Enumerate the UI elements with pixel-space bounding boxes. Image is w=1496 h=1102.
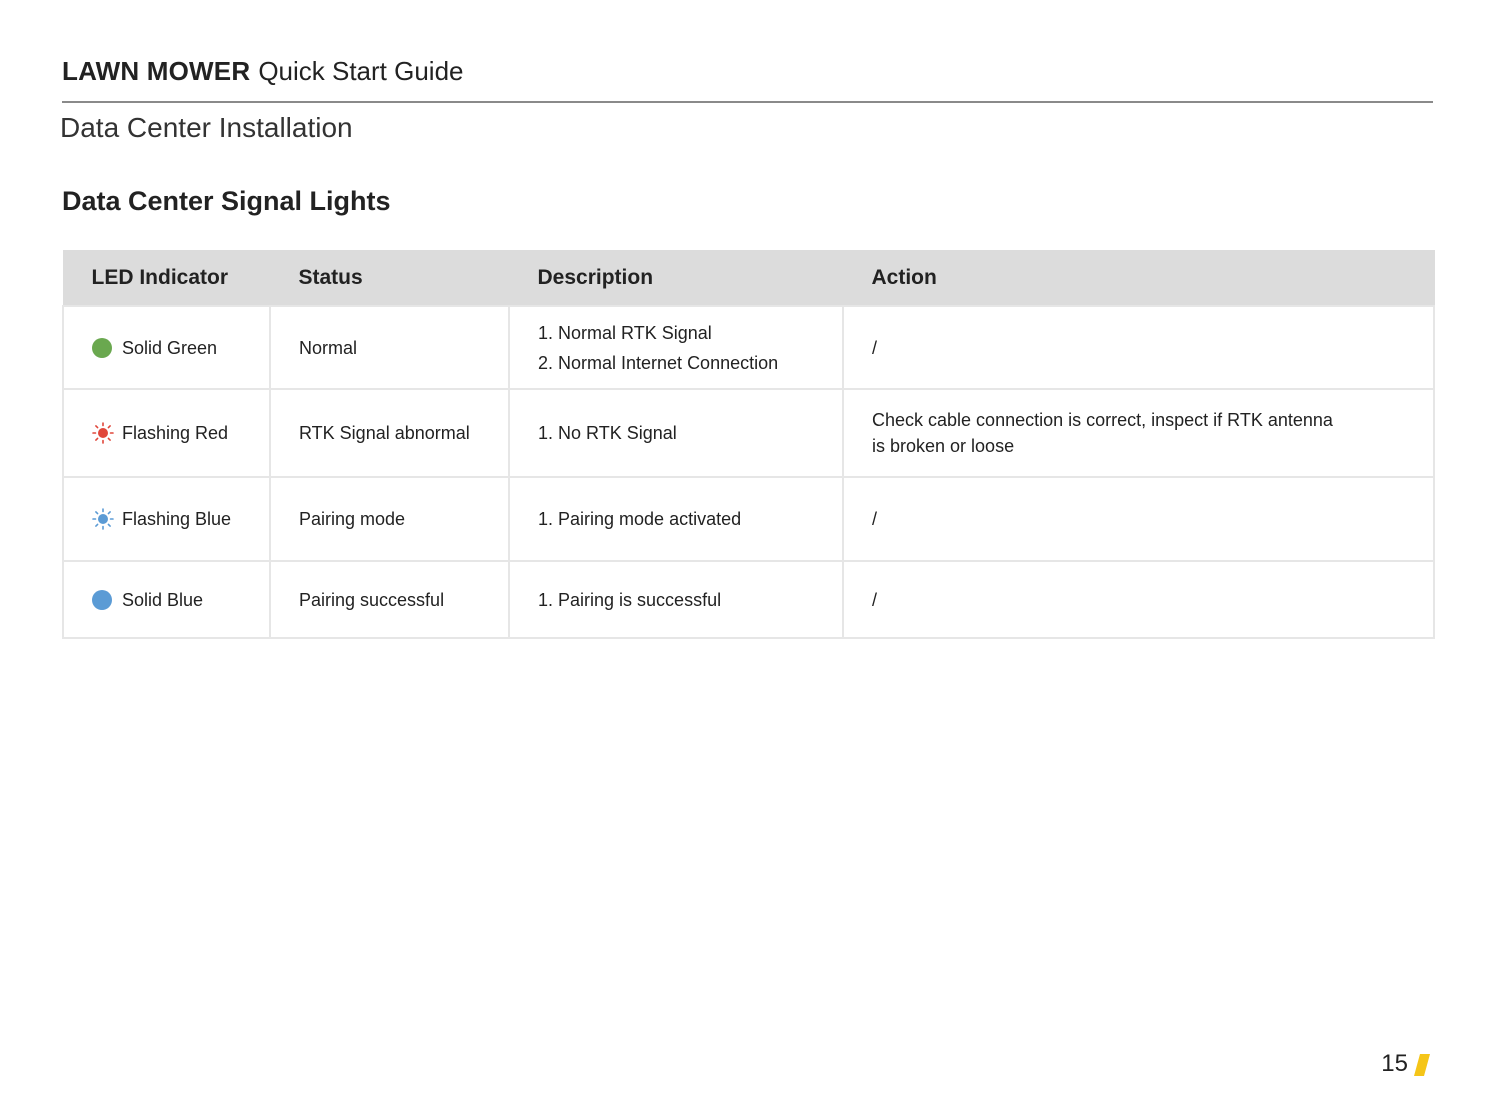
flashing-blue-led-icon	[92, 508, 114, 530]
header-divider	[62, 101, 1433, 103]
description-cell	[509, 389, 843, 477]
led-label: Flashing Red	[122, 423, 229, 443]
action-text: Check cable connection is correct, inspect if RTK antenna is broken or loose	[872, 410, 1333, 456]
status-cell: Normal	[270, 306, 509, 389]
action-cell: /	[843, 477, 1434, 561]
action-cell	[843, 389, 1434, 477]
table-row	[63, 477, 1434, 561]
column-header-action: Action	[843, 251, 1434, 307]
description-cell	[509, 306, 843, 389]
description-cell	[509, 477, 843, 561]
description-cell	[509, 561, 843, 638]
accent-slash-shape	[1414, 1054, 1430, 1076]
led-label: Solid Blue	[122, 589, 204, 610]
led-indicator-cell	[92, 418, 269, 448]
led-indicator-cell	[92, 504, 269, 534]
action-cell: /	[843, 561, 1434, 638]
description-line: 1. Pairing is successful	[538, 589, 722, 610]
brand-name: LAWN MOWER	[62, 56, 251, 86]
subsection-title: Data Center Signal Lights	[62, 186, 391, 216]
page-accent-mark	[1414, 1054, 1430, 1076]
column-header-led: LED Indicator	[63, 251, 270, 307]
description-line: 1. Pairing mode activated	[538, 509, 742, 529]
led-label: Flashing Blue	[122, 509, 232, 529]
column-header-status: Status	[270, 251, 509, 307]
description-line: 1. No RTK Signal	[538, 423, 677, 443]
description-line: 2. Normal Internet Connection	[538, 352, 779, 373]
document-header	[62, 56, 464, 87]
signal-lights-table	[62, 250, 1435, 639]
action-cell: /	[843, 306, 1434, 389]
solid-green-led-icon	[92, 338, 112, 358]
flashing-red-led-icon	[92, 422, 114, 444]
guide-title: Quick Start Guide	[258, 56, 464, 86]
table-row	[63, 389, 1434, 477]
description-line: 1. Normal RTK Signal	[538, 322, 712, 343]
table-row	[63, 306, 1434, 389]
status-cell: Pairing successful	[270, 561, 509, 638]
status-cell: Pairing mode	[270, 477, 509, 561]
column-header-description: Description	[509, 251, 843, 307]
table-header-row	[63, 251, 1434, 307]
status-cell: RTK Signal abnormal	[270, 389, 509, 477]
led-indicator-cell	[92, 333, 269, 363]
solid-blue-led-icon	[92, 590, 112, 610]
led-indicator-cell	[92, 585, 269, 615]
section-title: Data Center Installation	[60, 112, 353, 143]
page-number: 15	[1381, 1050, 1408, 1077]
led-label: Solid Green	[122, 337, 218, 358]
table-row	[63, 561, 1434, 638]
